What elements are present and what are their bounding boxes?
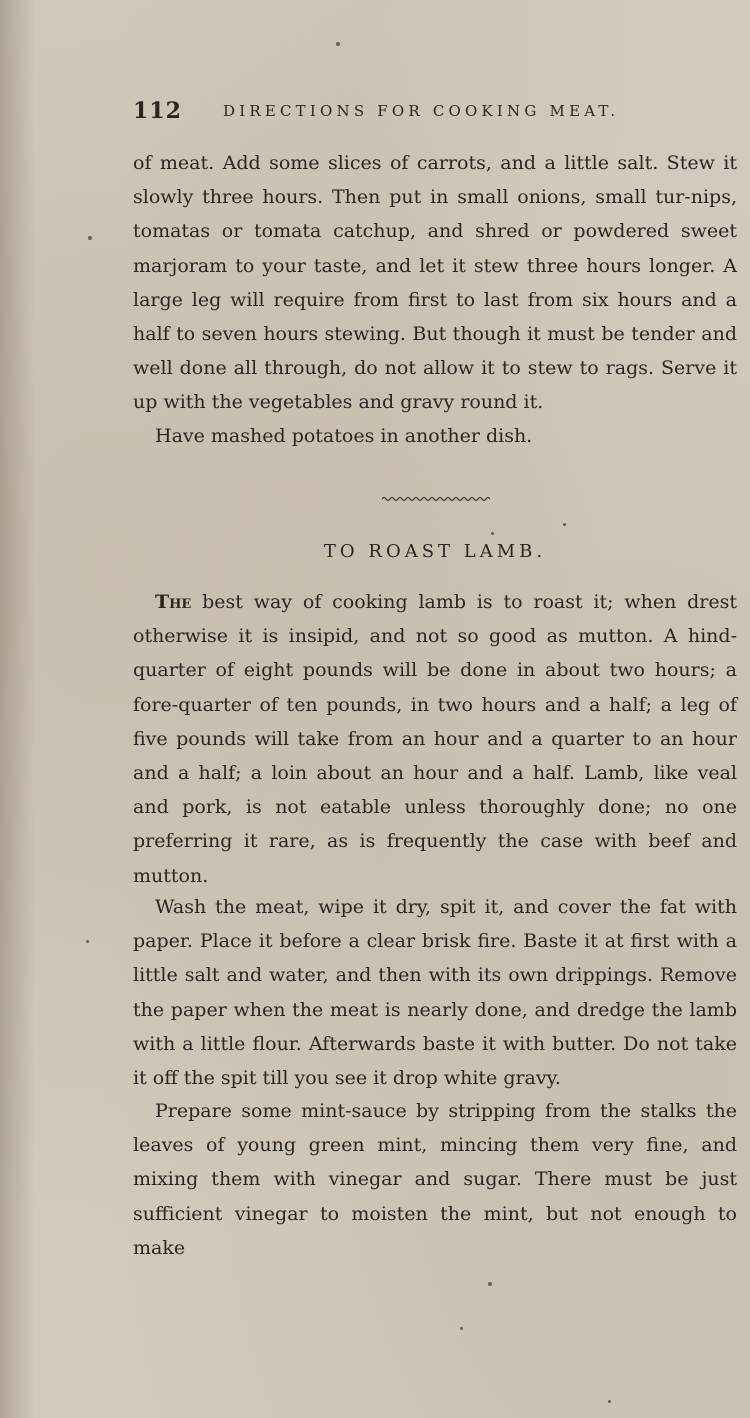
paper-speck <box>336 42 340 46</box>
paragraph-roast-lamb-intro <box>133 585 737 893</box>
paragraph-stew-continuation: of meat. Add some slices of carrots, and a little salt. Stew it slowly three hours. Then put in small onions, small tur-nips, tomatas or tomata catchup, and shred or powdered sweet marjoram to your taste, and let it stew three hours longer. A large leg will require from first to last from six hours and a half to seven hours stewing. But though it must be tender and well done all through, do not allow it to stew to rags. Serve it up with the vegetables and gravy round it. <box>133 152 737 414</box>
paper-speck <box>86 940 89 943</box>
small-caps-lead-word: The <box>155 591 192 613</box>
paper-speck <box>608 1400 611 1403</box>
running-head-title: DIRECTIONS FOR COOKING MEAT. <box>223 102 620 120</box>
paragraph-wash-meat: Wash the meat, wipe it dry, spit it, and cover the fat with paper. Place it before a clear brisk fire. Baste it at first with a little salt and water, and then with its own drippings. Remove the paper when the meat is nearly done, and dredge the lamb with a little flour. Afterwards baste it with butter. Do not take it off the spit till you see it drop white gravy. <box>133 896 737 1090</box>
paragraph-mashed-potatoes: Have mashed potatoes in another dish. <box>155 425 533 447</box>
paper-speck <box>460 1327 463 1330</box>
paper-speck <box>563 523 566 526</box>
paper-speck <box>88 236 92 240</box>
section-title: TO ROAST LAMB. <box>323 541 547 562</box>
running-head <box>133 98 693 128</box>
paper-speck <box>488 1282 492 1286</box>
paper-speck <box>491 532 494 535</box>
section-divider-ornament <box>382 496 490 502</box>
paragraph-mint-sauce: Prepare some mint-sauce by stripping from the stalks the leaves of young green mint, mincing them very fine, and mixing them with vinegar and sugar. There must be just sufficient vinegar to moisten the mint, but not enough to make <box>133 1100 737 1259</box>
page-edge-shadow <box>0 0 36 1418</box>
paragraph-roast-lamb-intro-text: best way of cooking lamb is to roast it; when drest otherwise it is insipid, and not so good as mutton. A hind-quarter of eight pounds will be done in about two hours; a fore-quarter of ten pounds, in two hours and a half; a leg of five pounds will take from an hour and a quarter to an hour and a half; a loin about an hour and a half. Lamb, like veal and pork, is not eatable unless thoroughly done; no one preferring it rare, as is frequently the case with beef and mutton. <box>133 591 737 887</box>
page-number: 112 <box>133 98 182 124</box>
